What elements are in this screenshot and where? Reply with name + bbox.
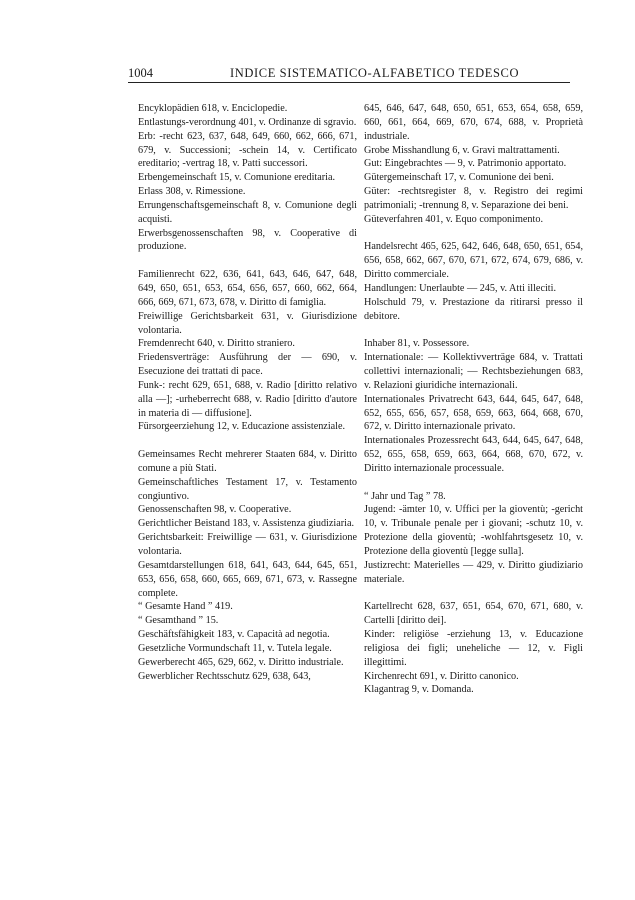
index-entry: Genossenschaften 98, v. Cooperative. [138,504,292,516]
index-entry: Gemeinschaftliches Testament 17, v. Testamento congiuntivo. [138,476,357,502]
index-entry: “ Gesamte Hand ” 419. [138,601,233,613]
page-number: 1004 [128,66,153,80]
index-entry: Gesetzliche Vormundschaft 11, v. Tutela legale. [138,642,332,654]
index-entry: Gemeinsames Recht mehrerer Staaten 684, v. Diritto comune a più Stati. [138,449,357,474]
index-entry: Internationales Privatrecht 643, 644, 645, 647, 648, 652, 655, 656, 657, 658, 659, 663, 664, 668, 670, 672, v. Diritto internazionale privato. [364,393,583,433]
index-entry: Jugend: -ämter 10, v. Uffici per la gioventù; -gericht 10, v. Tribunale penale per i giovani; -schutz 10, v. Protezione della gioventù; -wohlfahrtsgesetz 10, v. Protezione della gioventù [legge sulla]. [364,504,583,557]
index-entry: Fürsorgeerziehung 12, v. Educazione assistenziale. [138,421,346,433]
index-entry: Gewerblicher Rechtsschutz 629, 638, 643, [138,670,311,682]
index-entry: “ Gesamthand ” 15. [138,615,219,627]
index-entry: 645, 646, 647, 648, 650, 651, 653, 654, 658, 659, 660, 661, 664, 669, 670, 674, 688, v. Proprietà industriale. [364,103,583,142]
running-header [128,66,570,83]
index-entry: Erwerbsgenossenschaften 98, v. Cooperative di produzione. [138,227,357,253]
index-entry: Gewerberecht 465, 629, 662, v. Diritto industriale. [138,656,344,668]
index-entry: Familienrecht 622, 636, 641, 643, 646, 647, 648, 649, 650, 651, 653, 654, 656, 657, 660, 662, 664, 666, 669, 671, 673, 678, v. Diritto di famiglia. [138,269,357,308]
index-entry: Errungenschaftsgemeinschaft 8, v. Comunione degli acquisti. [138,199,357,225]
index-entry: Friedensverträge: Ausführung der — 690, v. Esecuzione dei trattati di pace. [138,352,357,378]
index-entry: Justizrecht: Materielles — 429, v. Diritto giudiziario materiale. [364,559,583,585]
index-entry: Gerichtsbarkeit: Freiwillige — 631, v. Giurisdizione volontaria. [138,532,357,557]
index-entry: Erb: -recht 623, 637, 648, 649, 660, 662, 666, 671, 679, v. Successioni; -schein 14, v. Certificato ereditario; -vertrag 18, v. Patti successori. [138,130,357,170]
index-entry: Geschäftsfähigkeit 183, v. Capacità ad negotia. [138,629,330,641]
index-entry: Internationales Prozessrecht 643, 644, 645, 647, 648, 652, 655, 658, 659, 663, 664, 668, 670, 672, v. Diritto internazionale processuale. [364,435,583,474]
index-entry: Klagantrag 9, v. Domanda. [364,684,474,696]
index-entry: Kinder: religiöse -erziehung 13, v. Educazione religiosa dei figli; uneheliche — 12, v. Figli illegittimi. [364,629,583,668]
index-entry: Holschuld 79, v. Prestazione da ritirarsi presso il debitore. [364,296,583,322]
right-column [364,102,583,697]
index-entry: Encyklopädien 618, v. Enciclopedie. [138,103,288,114]
index-entry: Fremdenrecht 640, v. Diritto straniero. [138,338,295,350]
index-entry: “ Jahr und Tag ” 78. [364,490,446,502]
left-column [138,102,357,683]
index-entry: Güter: -rechtsregister 8, v. Registro dei regimi patrimoniali; -trennung 8, v. Separazione dei beni. [364,186,583,211]
index-entry: Funk-: recht 629, 651, 688, v. Radio [diritto relativo alla —]; -urheberrecht 688, v. Radio [diritto d'autore in materia di — diffusione]. [138,379,357,419]
index-entry: Gesamtdarstellungen 618, 641, 643, 644, 645, 651, 653, 656, 658, 660, 665, 669, 671, 673, v. Rassegne complete. [138,559,357,599]
index-entry: Güteverfahren 401, v. Equo componimento. [364,213,543,225]
index-entry: Gerichtlicher Beistand 183, v. Assistenza giudiziaria. [138,518,355,530]
index-entry: Grobe Misshandlung 6, v. Gravi maltrattamenti. [364,144,560,156]
index-entry: Erbengemeinschaft 15, v. Comunione ereditaria. [138,172,336,184]
index-entry: Internationale: — Kollektivverträge 684, v. Trattati collettivi internazionali; — Rechtsbeziehungen 683, v. Relazioni giuridiche internazionali. [364,352,583,391]
index-entry: Kartellrecht 628, 637, 651, 654, 670, 671, 680, v. Cartelli [diritto dei]. [364,601,583,627]
index-entry: Entlastungs-verordnung 401, v. Ordinanze di sgravio. [138,116,357,128]
index-entry: Handelsrecht 465, 625, 642, 646, 648, 650, 651, 654, 656, 658, 662, 667, 670, 671, 672, 674, 679, 686, v. Diritto commerciale. [364,241,583,281]
index-entry: Inhaber 81, v. Possessore. [364,338,470,350]
index-entry: Erlass 308, v. Rimessione. [138,186,246,198]
index-entry: Freiwillige Gerichtsbarkeit 631, v. Giurisdizione volontaria. [138,310,357,336]
index-entry: Handlungen: Unerlaubte — 245, v. Atti illeciti. [364,282,557,294]
page-title: INDICE SISTEMATICO-ALFABETICO TEDESCO [230,66,520,80]
index-entry: Gut: Eingebrachtes — 9, v. Patrimonio apportato. [364,158,567,170]
index-entry: Gütergemeinschaft 17, v. Comunione dei beni. [364,172,554,184]
index-entry: Kirchenrecht 691, v. Diritto canonico. [364,670,519,682]
